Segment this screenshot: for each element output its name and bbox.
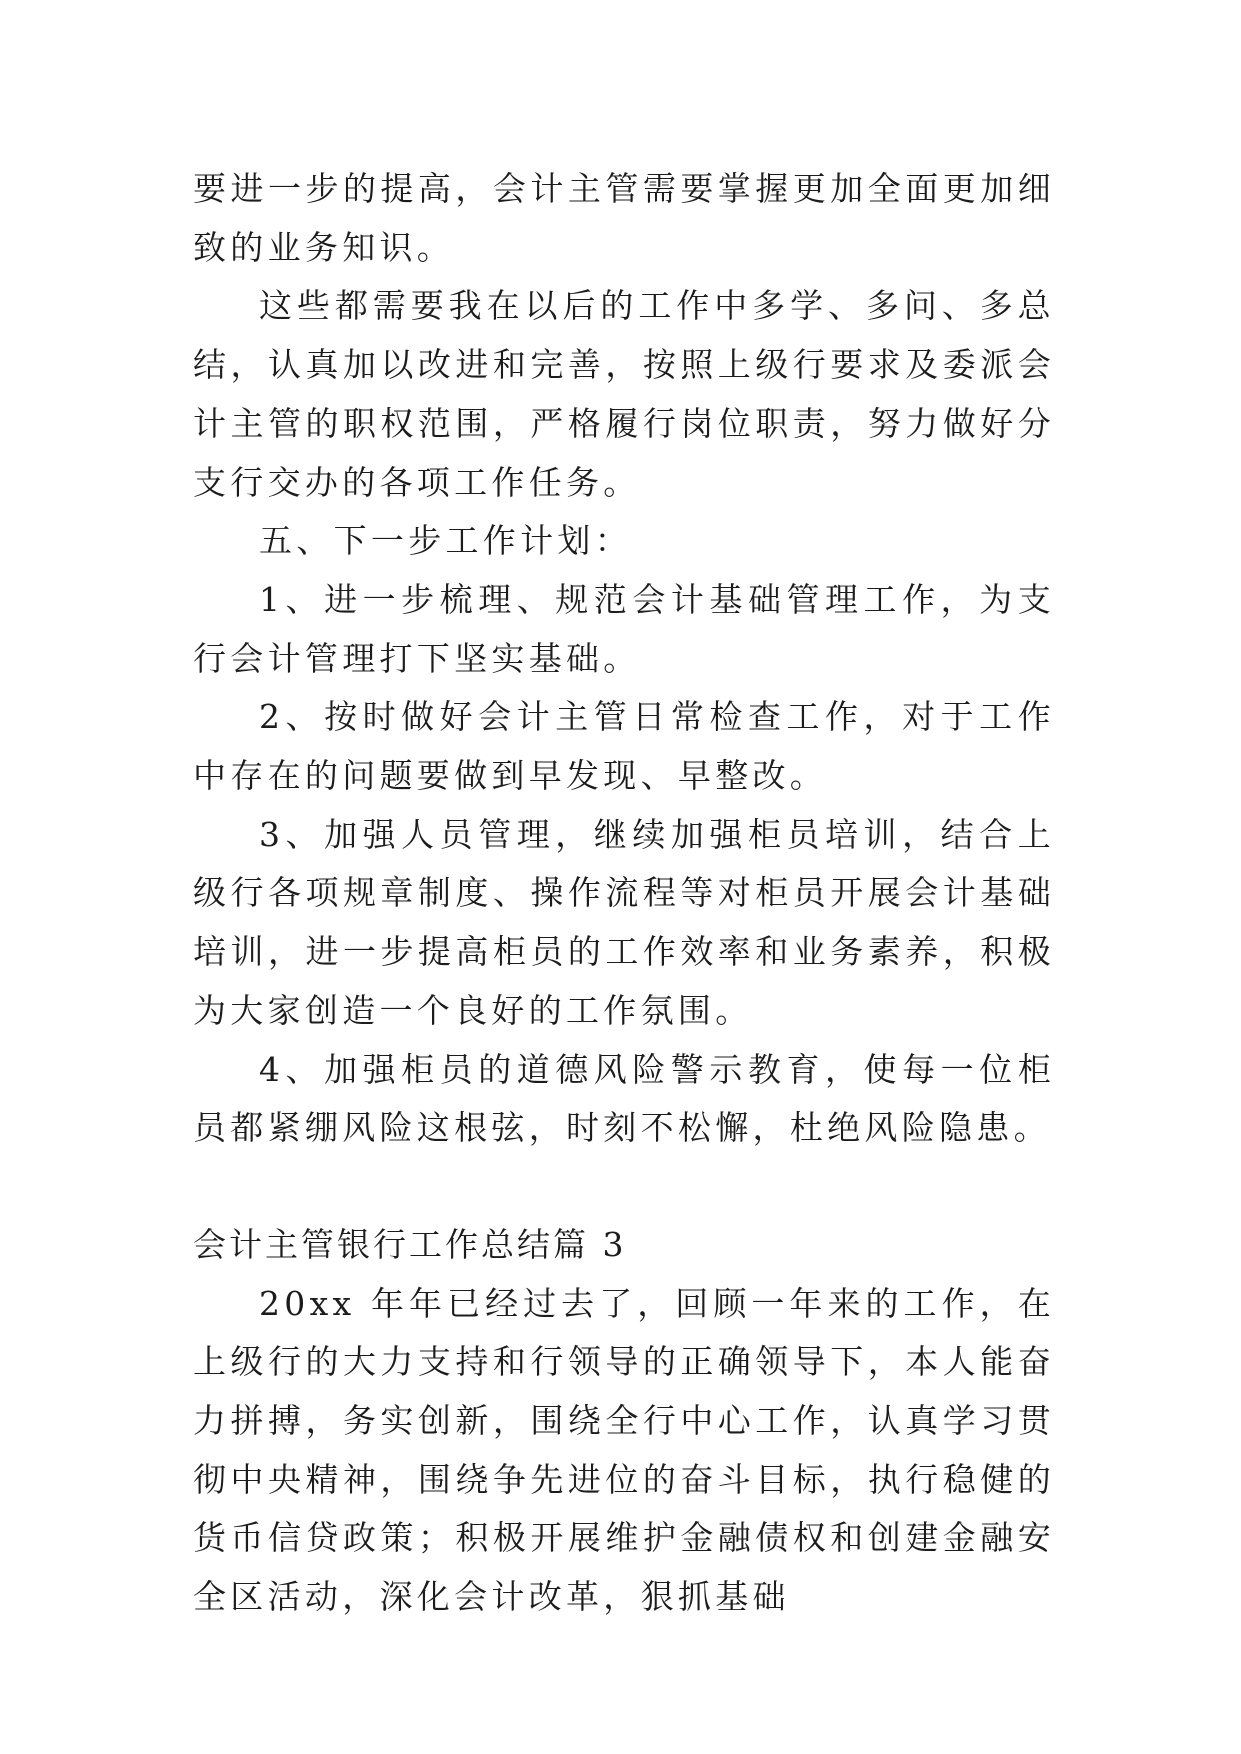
- paragraph-plan-item-1: 1、进一步梳理、规范会计基础管理工作，为支行会计管理打下坚实基础。: [193, 579, 1055, 678]
- paragraph-summary-intro: 20xx 年年已经过去了，回顾一年来的工作，在上级行的大力支持和行领导的正确领导下，本人能奋力拼搏，务实创新，围绕全行中心工作，认真学习贯彻中央精神，围绕争先进位的奋斗目标，执行稳健的货币信贷政策；积极开展维护金融债权和创建金融安全区活动，深化会计改革，狠抓基础: [193, 1283, 1055, 1617]
- paragraph-plan-item-2: 2、按时做好会计主管日常检查工作，对于工作中存在的问题要做到早发现、早整改。: [193, 697, 1055, 796]
- paragraph-next-plan-heading: 五、下一步工作计划：: [259, 521, 632, 561]
- paragraph-plan-item-3: 3、加强人员管理，继续加强柜员培训，结合上级行各项规章制度、操作流程等对柜员开展会计基础培训，进一步提高柜员的工作效率和业务素养，积极为大家创造一个良好的工作氛围。: [193, 814, 1055, 1030]
- paragraph-continued: 要进一步的提高，会计主管需要掌握更加全面更加细致的业务知识。: [193, 169, 1055, 267]
- section-heading: 会计主管银行工作总结篇 3: [193, 1224, 627, 1264]
- paragraph-improvement: 这些都需要我在以后的工作中多学、多问、多总结，认真加以改进和完善，按照上级行要求及委派会计主管的职权范围，严格履行岗位职责，努力做好分支行交办的各项工作任务。: [193, 286, 1055, 502]
- document-body: [193, 160, 1055, 1627]
- paragraph-plan-item-4: 4、加强柜员的道德风险警示教育，使每一位柜员都紧绷风险这根弦，时刻不松懈，杜绝风险隐患。: [193, 1049, 1055, 1148]
